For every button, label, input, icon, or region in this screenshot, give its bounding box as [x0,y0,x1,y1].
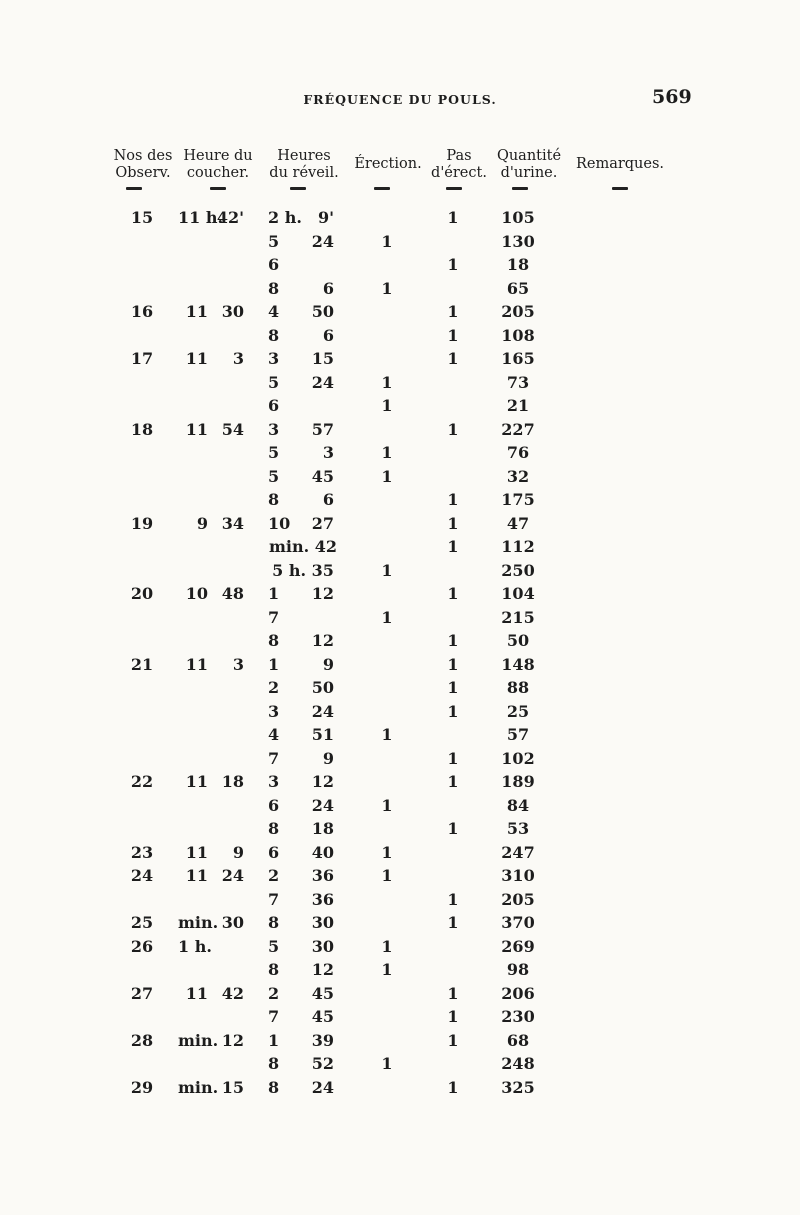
table-row [0,747,800,771]
urine-quantity: 104 [501,584,535,603]
wake-minutes: 24 [311,373,334,392]
urine-quantity: 250 [501,561,535,580]
table-row [0,441,800,465]
wake-minutes: 45 [311,467,334,486]
table-row [0,582,800,606]
wake-time: 5 h. 35 [272,561,334,580]
header-rule [612,187,628,190]
urine-quantity: 269 [501,937,535,956]
table-row [0,230,800,254]
table-row [0,817,800,841]
table-row [0,1076,800,1100]
header-erection [350,156,426,173]
wake-hour: 10 [268,514,291,533]
header-rule [290,187,306,190]
no-erection-count: 1 [447,655,459,674]
wake-minutes: 12 [311,772,334,791]
wake-hour: 5 [268,443,280,462]
wake-hour: 3 [268,420,280,439]
bedtime-minutes: 3 [232,655,244,674]
no-erection-count: 1 [447,537,459,556]
header-remarques-line: Remarques. [575,156,665,172]
table-row [0,1005,800,1029]
wake-hour: 8 [268,913,280,932]
no-erection-count: 1 [447,772,459,791]
table-row [0,700,800,724]
table-row [0,770,800,794]
urine-quantity: 98 [506,960,530,979]
no-erection-count: 1 [447,984,459,1003]
erection-count: 1 [381,232,393,251]
wake-minutes: 30 [311,913,334,932]
wake-minutes: 24 [311,796,334,815]
wake-hour: 7 [268,608,280,627]
observation-number: 21 [130,655,154,674]
wake-hour: 5 [268,373,280,392]
table-row [0,465,800,489]
wake-minutes: 36 [311,890,334,909]
header-observ [110,148,176,182]
observation-number: 15 [130,208,154,227]
urine-quantity: 130 [501,232,535,251]
table-row [0,300,800,324]
bedtime-minutes: 3 [232,349,244,368]
wake-hour: 6 [268,255,280,274]
header-observ-line: Nos des [113,148,173,164]
wake-hour: 8 [268,1054,280,1073]
header-rule [512,187,528,190]
bedtime-hour: min. [178,1078,219,1097]
urine-quantity: 18 [506,255,530,274]
wake-hour: 3 [268,702,280,721]
no-erection-count: 1 [447,490,459,509]
header-reveil [262,148,346,182]
urine-quantity: 21 [506,396,530,415]
wake-minutes: 40 [311,843,334,862]
urine-quantity: 76 [506,443,530,462]
header-pas [426,148,492,182]
no-erection-count: 1 [447,1078,459,1097]
no-erection-count: 1 [447,514,459,533]
urine-quantity: 53 [506,819,530,838]
urine-quantity: 47 [506,514,530,533]
erection-count: 1 [381,1054,393,1073]
wake-minutes: 15 [311,349,334,368]
bedtime-minutes: 54 [221,420,244,439]
wake-minutes: 51 [311,725,334,744]
table-row [0,629,800,653]
urine-quantity: 165 [501,349,535,368]
header-rule [446,187,462,190]
urine-quantity: 65 [506,279,530,298]
no-erection-count: 1 [447,349,459,368]
table-row [0,206,800,230]
urine-quantity: 148 [501,655,535,674]
table-row [0,253,800,277]
urine-quantity: 205 [501,302,535,321]
erection-count: 1 [381,608,393,627]
wake-minutes: 45 [311,984,334,1003]
no-erection-count: 1 [447,1031,459,1050]
urine-quantity: 105 [501,208,535,227]
bedtime-minutes: 42 [221,984,244,1003]
observation-number: 27 [130,984,154,1003]
observation-number: 26 [130,937,154,956]
table-row [0,794,800,818]
wake-minutes: 9' [317,208,334,227]
wake-minutes: 12 [311,584,334,603]
header-pas-line: d'érect. [431,165,487,181]
wake-minutes: 18 [311,819,334,838]
wake-minutes: 45 [311,1007,334,1026]
bedtime-minutes: 30 [221,913,244,932]
urine-quantity: 227 [501,420,535,439]
bedtime-hour: min. [178,913,219,932]
bedtime-hour: 11 h. [178,208,224,227]
header-remarques [572,156,668,173]
wake-hour: 6 [268,396,280,415]
observation-number: 19 [130,514,154,533]
wake-hour: 8 [268,490,280,509]
urine-quantity: 206 [501,984,535,1003]
observation-number: 23 [130,843,154,862]
wake-hour: 7 [268,749,280,768]
wake-hour: 1 [268,655,280,674]
bedtime-minutes: 34 [221,514,244,533]
table-row [0,559,800,583]
wake-hour: 8 [268,326,280,345]
table-row [0,488,800,512]
wake-minutes: 36 [311,866,334,885]
no-erection-count: 1 [447,326,459,345]
urine-quantity: 50 [506,631,530,650]
no-erection-count: 1 [447,255,459,274]
urine-quantity: 215 [501,608,535,627]
wake-minutes: 9 [322,749,334,768]
erection-count: 1 [381,443,393,462]
wake-minutes: 12 [311,960,334,979]
page-number: 569 [652,86,692,108]
header-rule [374,187,390,190]
header-coucher-line: coucher. [186,165,250,181]
urine-quantity: 57 [506,725,530,744]
no-erection-count: 1 [447,631,459,650]
urine-quantity: 88 [506,678,530,697]
urine-quantity: 325 [501,1078,535,1097]
wake-minutes: 50 [311,678,334,697]
bedtime-minutes: 15 [221,1078,244,1097]
wake-minutes: 3 [322,443,334,462]
no-erection-count: 1 [447,584,459,603]
bedtime-hour: 11 [185,655,208,674]
observation-number: 17 [130,349,154,368]
wake-minutes: 39 [311,1031,334,1050]
urine-quantity: 189 [501,772,535,791]
table-row [0,606,800,630]
wake-hour: 7 [268,1007,280,1026]
urine-quantity: 73 [506,373,530,392]
urine-quantity: 247 [501,843,535,862]
table-row [0,1029,800,1053]
wake-minutes: 24 [311,1078,334,1097]
bedtime-hour: 11 [185,772,208,791]
wake-hour: 8 [268,631,280,650]
no-erection-count: 1 [447,819,459,838]
header-rule [126,187,142,190]
bedtime-hour: 11 [185,866,208,885]
observation-number: 29 [130,1078,154,1097]
no-erection-count: 1 [447,913,459,932]
table-row [0,371,800,395]
header-pas-line: Pas [446,148,472,164]
wake-minutes: 50 [311,302,334,321]
header-reveil-line: du réveil. [269,165,339,181]
erection-count: 1 [381,796,393,815]
erection-count: 1 [381,960,393,979]
erection-count: 1 [381,725,393,744]
bedtime-hour: 11 [185,984,208,1003]
no-erection-count: 1 [447,1007,459,1026]
wake-hour: 2 [268,984,280,1003]
erection-count: 1 [381,561,393,580]
header-coucher-line: Heure du [183,148,253,164]
wake-hour: 3 [268,349,280,368]
wake-hour: 2 h. [268,208,302,227]
header-quantite-line: d'urine. [500,165,558,181]
table-row [0,723,800,747]
erection-count: 1 [381,937,393,956]
wake-minutes: 30 [311,937,334,956]
erection-count: 1 [381,373,393,392]
bedtime-minutes: 42' [216,208,244,227]
observation-number: 22 [130,772,154,791]
urine-quantity: 310 [501,866,535,885]
observation-number: 24 [130,866,154,885]
bedtime-minutes: 48 [221,584,244,603]
urine-quantity: 175 [501,490,535,509]
table-row [0,324,800,348]
wake-hour: 5 [268,232,280,251]
table-row [0,982,800,1006]
wake-minutes: 24 [311,232,334,251]
table-row [0,394,800,418]
table-row [0,888,800,912]
table-row [0,935,800,959]
wake-hour: 4 [268,725,280,744]
observation-number: 20 [130,584,154,603]
bedtime-minutes: 30 [221,302,244,321]
wake-hour: 8 [268,1078,280,1097]
bedtime-minutes: 24 [221,866,244,885]
wake-hour: 1 [268,584,280,603]
no-erection-count: 1 [447,702,459,721]
no-erection-count: 1 [447,890,459,909]
header-erection-line: Érection. [354,156,422,172]
erection-count: 1 [381,866,393,885]
observation-number: 18 [130,420,154,439]
no-erection-count: 1 [447,208,459,227]
erection-count: 1 [381,843,393,862]
table-row [0,418,800,442]
observation-number: 25 [130,913,154,932]
bedtime-hour: min. [178,1031,219,1050]
wake-minutes: 52 [311,1054,334,1073]
header-quantite [490,148,568,182]
erection-count: 1 [381,396,393,415]
observation-number: 28 [130,1031,154,1050]
urine-quantity: 112 [501,537,535,556]
no-erection-count: 1 [447,302,459,321]
running-title: FRÉQUENCE DU POULS. [303,92,497,107]
header-reveil-line: Heures [277,148,331,164]
urine-quantity: 230 [501,1007,535,1026]
wake-minutes: 6 [322,490,334,509]
wake-minutes: 9 [322,655,334,674]
header-rule [210,187,226,190]
wake-hour: 3 [268,772,280,791]
table-row [0,347,800,371]
bedtime-minutes: 18 [221,772,244,791]
bedtime-hour: 10 [185,584,208,603]
bedtime-hour: 11 [185,843,208,862]
table-row [0,911,800,935]
wake-hour: 4 [268,302,280,321]
table-row [0,1052,800,1076]
urine-quantity: 370 [501,913,535,932]
wake-hour: 6 [268,796,280,815]
wake-minutes: 6 [322,279,334,298]
wake-hour: 6 [268,843,280,862]
wake-hour: 5 [268,937,280,956]
wake-time: min. 42 [268,537,338,556]
wake-hour: 1 [268,1031,280,1050]
urine-quantity: 25 [506,702,530,721]
no-erection-count: 1 [447,749,459,768]
no-erection-count: 1 [447,678,459,697]
observation-number: 16 [130,302,154,321]
bedtime-minutes: 12 [221,1031,244,1050]
bedtime-hour: 11 [185,349,208,368]
wake-minutes: 12 [311,631,334,650]
wake-hour: 2 [268,678,280,697]
erection-count: 1 [381,279,393,298]
urine-quantity: 84 [506,796,530,815]
table-row [0,512,800,536]
wake-hour: 7 [268,890,280,909]
erection-count: 1 [381,467,393,486]
urine-quantity: 108 [501,326,535,345]
table-row [0,958,800,982]
table-row [0,864,800,888]
urine-quantity: 205 [501,890,535,909]
table-row [0,277,800,301]
wake-minutes: 6 [322,326,334,345]
wake-hour: 8 [268,819,280,838]
header-quantite-line: Quantité [496,148,562,164]
table-row [0,676,800,700]
header-coucher [180,148,256,182]
wake-hour: 2 [268,866,280,885]
urine-quantity: 32 [506,467,530,486]
wake-minutes: 27 [311,514,334,533]
bedtime-hour: 11 [185,420,208,439]
wake-minutes: 57 [311,420,334,439]
no-erection-count: 1 [447,420,459,439]
wake-hour: 5 [268,467,280,486]
bedtime-hour: 9 [196,514,208,533]
table-row [0,841,800,865]
table-row [0,535,800,559]
bedtime-minutes: 9 [232,843,244,862]
urine-quantity: 248 [501,1054,535,1073]
table-row [0,653,800,677]
wake-hour: 8 [268,960,280,979]
wake-hour: 8 [268,279,280,298]
urine-quantity: 102 [501,749,535,768]
header-observ-line: Observ. [115,165,171,181]
urine-quantity: 68 [506,1031,530,1050]
bedtime-hour: 11 [185,302,208,321]
bedtime-hour: 1 h. [178,937,212,956]
wake-minutes: 24 [311,702,334,721]
